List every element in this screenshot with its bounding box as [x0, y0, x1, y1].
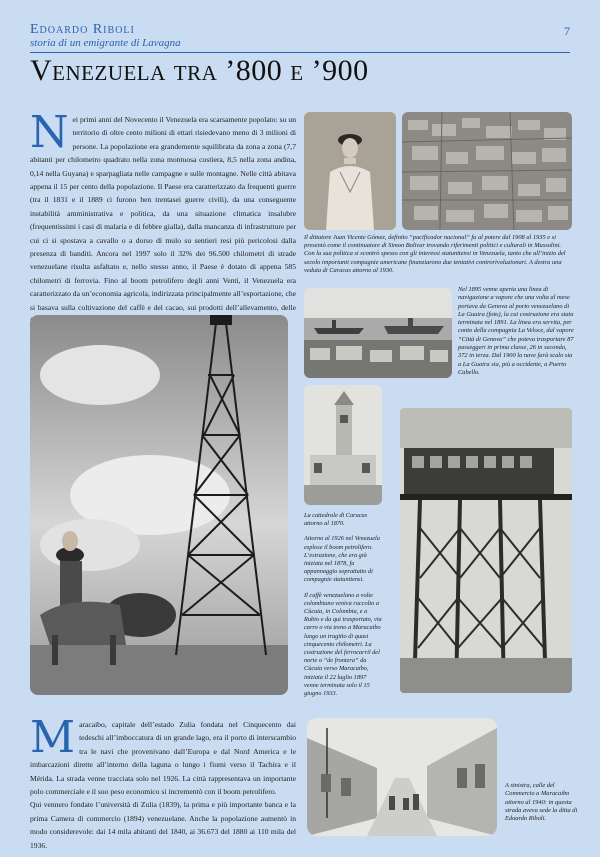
caption-middle-column	[304, 512, 382, 698]
header-subtitle: storia di un emigrante di Lavagna	[30, 37, 181, 49]
caption-street: A sinistra, calle del Commercio a Maracaibo attorno al 1940: in questa strada aveva sede la ditta di Edoardo Riboli.	[505, 782, 578, 823]
intro-paragraph: ei primi anni del Novecento il Venezuela era scarsamente popolato: su un territorio di oltre cento milioni di ettari risiedevano meno di 3 milioni di persone. La popolazione era grandemente squilibrata da zona a zona (7,7 abitanti per chilometro quadrato nella zona montuosa costiera, 8,5 nella zona andina, 0,14 nella Guyana) e sparpagliata nelle campagne e sulle montagne. Nelle città abitava appena il 15 per cento della popolazione. Il Paese era caratterizzato da frequenti guerre (tra il 1831 e il 1889 ci furono ben trentasei guerre civili), da una conseguente instabilità amministrativa e politica, da una situazione climatica insalubre (frequentissimi i casi di malaria e di febbre gialla), dalla mancanza di infrastrutture per cui ci si spostava a cavallo o a dorso di mulo su sentieri resi più pericolosi dalla presenza di banditi. Ancora nel 1997 solo il 32% dei 96.500 chilometri di strade venezuelane risulta asfaltato e, nello stesso anno, il Paese è dotato di appena 585 chilometri di ferrovia. Fino al boom petrolifero degli anni Venti, il Venezuela era caratterizzato da un’economia agricola, indirizzata principalmente all’esportazione, che si basava sulla coltivazione del caffè e del cacao, sui prodotti dell’allevamento, delle	[30, 115, 296, 312]
photo-caracas-aerial	[402, 112, 572, 230]
photo-oil-derrick	[30, 315, 288, 695]
header-author: Edoardo Riboli	[30, 22, 135, 37]
intro-text	[30, 107, 296, 328]
caption-dictator: Il dittatore Juan Vicente Gómez, definito “pacificador nacional” fu al potere dal 1908 al 1935 e si presentò come il continuatore di Simon Bolivar trovando riferimenti politici e culturali in Mussolini. Con la sua politica si scontrò spesso con gli interessi statunitensi in Venezuela, tanto che all’inizio del secolo importanti compagnie americane finanziarono due tentativi controrivoluzionari. A destra una veduta di Caracas attorno al 1930.	[304, 234, 566, 274]
photo-cathedral	[304, 385, 382, 505]
header-rule	[30, 52, 570, 53]
photo-la-guaira-port	[304, 288, 452, 378]
page-number: 7	[564, 24, 570, 38]
photo-railway-bridge	[400, 408, 572, 693]
photo-dictator	[304, 112, 396, 230]
maracaibo-paragraph-2: Qui vennero fondate l’università di Zulia (1839), la prima e più importante banca e la prima Camera di commercio (1894) venezuelane. Anche la popolazione aumentò in modo considerevole: dai 14 mila abitanti del 1840, ai 36.673 del 1880 ai 110 mila del 1936.	[30, 800, 296, 850]
maracaibo-paragraph-1: aracaibo, capitale dell’estado Zulia fondata nel Cinquecento dai tedeschi all’imboccatura di un grande lago, era il porto di interscambio tra le navi che provenivano dall’Europa e dal Nord America e le imbarcazioni dirette all’interno della laguna o lungo i fiumi verso il Tachira e il Mérida. La strada venne tracciata solo nel 1926. La città rappresentava un importante polo commerciale e il suo peso economico si incrementò con il boom petrolifero.	[30, 720, 296, 797]
page-title: Venezuela tra ’800 e ’900	[30, 54, 369, 87]
photo-calle-commercio	[307, 718, 497, 836]
caption-port: Nel 1895 venne aperta una linea di navigazione a vapore che una volta al mese portava da Genova al porto venezuelano di La Guaira (foto), la cui costruzione era stata terminata nel 1891. La linea era servita, per conto della compagnia La Veloce, dal vapore “Città di Genova” che poteva trasportare 87 passeggeri in prima classe, 26 in seconda, 372 in terza. Dal 1900 la nave farà scalo sia a La Guaira sia, più a occidente, a Puerto Cabello.	[458, 286, 574, 376]
intro-dropcap: N	[30, 107, 69, 158]
caption-coffee: Il caffè venezuelano a volte colombiano veniva raccolto a Cùcuta, in Colombia, e a Rubio e da qui trasportato, via carro o via treno a Maracaibo lungo un tragitto di quasi cinquecento chilometri. La costruzione del ferrocarril del norte o “de frontera” da Cùcuta verso Maracaibo, iniziata il 22 luglio 1897 venne terminata solo il 15 giugno 1933.	[304, 591, 382, 698]
maracaibo-text	[30, 712, 296, 852]
caption-oil: Attorno al 1926 nel Venezuela esplose il boom petrolifero. L’estrazione, che era già iniziata nel 1878, fu appannaggio soprattutto di compagnie statunitensi.	[304, 535, 380, 584]
maracaibo-dropcap: M	[30, 712, 76, 763]
caption-cathedral: La cattedrale di Caracas attorno al 1870.	[304, 512, 368, 528]
